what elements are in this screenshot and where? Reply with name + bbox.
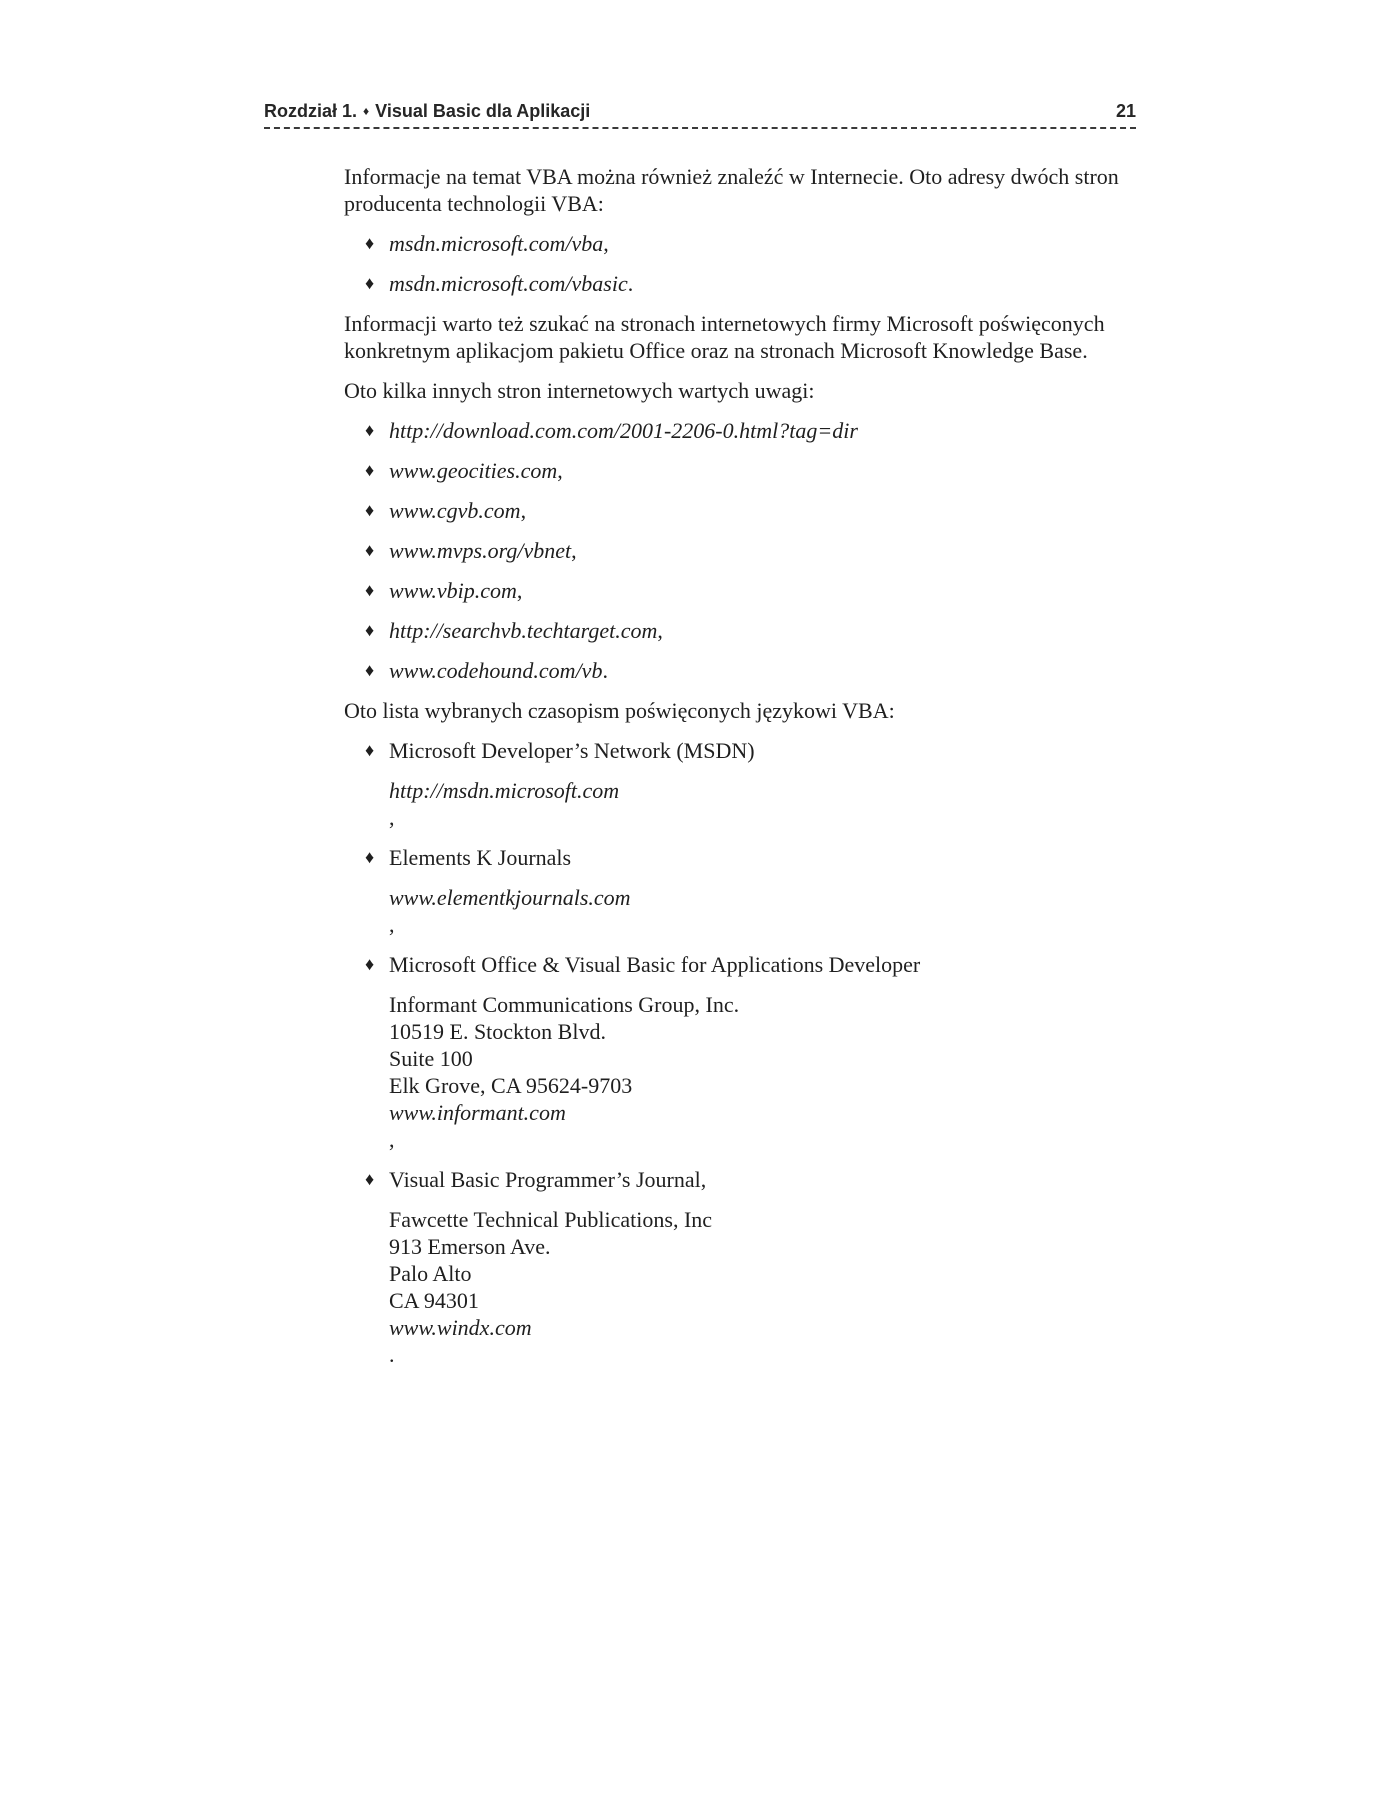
diamond-separator-icon: ♦ [363,104,370,118]
magazines-paragraph: Oto lista wybranych czasopism poświęconych językowi VBA: [344,698,895,723]
list-item [344,737,1144,764]
list-item [344,497,1144,524]
list-item [344,270,1144,297]
punctuation: , [571,538,577,563]
address-line: Suite 100 [389,1046,473,1071]
punctuation: . [602,658,608,683]
diamond-bullet-icon: ♦ [365,740,375,760]
link[interactable]: www.informant.com [389,1100,566,1125]
other-sites-paragraph: Oto kilka innych stron internetowych wartych uwagi: [344,378,815,403]
magazines-list [344,737,1144,1368]
punctuation: , [557,458,563,483]
intro-paragraph: Informacje na temat VBA można również znaleźć w Internecie. Oto adresy dwóch stron producenta technologii VBA: [344,164,1119,216]
other-links-list [344,417,1144,684]
magazine-entry [344,844,1144,871]
link[interactable]: www.vbip.com [389,578,517,603]
link[interactable]: http://msdn.microsoft.com [389,778,620,803]
diamond-bullet-icon: ♦ [365,233,375,253]
diamond-bullet-icon: ♦ [365,420,375,440]
diamond-bullet-icon: ♦ [365,540,375,560]
magazine-details [344,991,1144,1153]
link[interactable]: www.cgvb.com [389,498,521,523]
vba-links-list [344,230,1144,297]
list-item [344,617,1144,644]
magazine-entry [344,737,1144,764]
address-line: 913 Emerson Ave. [389,1234,551,1259]
list-item [344,951,1144,978]
punctuation: , [389,1127,395,1152]
address-line: 10519 E. Stockton Blvd. [389,1019,606,1044]
diamond-bullet-icon: ♦ [365,1169,375,1189]
magazine-url-line [389,884,1144,938]
magazine-url-line [389,1099,1144,1153]
link[interactable]: www.mvps.org/vbnet [389,538,572,563]
list-item [344,417,1144,444]
header-left [264,101,590,122]
punctuation: , [603,231,609,256]
address-line: CA 94301 [389,1288,479,1313]
diamond-bullet-icon: ♦ [365,460,375,480]
page-number: 21 [1115,101,1136,121]
list-item [344,1166,1144,1193]
magazine-url-line [389,1314,1144,1368]
diamond-bullet-icon: ♦ [365,847,375,867]
magazine-name: Elements K Journals [389,845,572,870]
magazine-details [344,777,1144,831]
punctuation: , [389,805,395,830]
magazine-entry [344,1166,1144,1193]
address-line: Informant Communications Group, Inc. [389,992,740,1017]
list-item [344,657,1144,684]
punctuation: . [389,1342,395,1367]
magazine-name: Visual Basic Programmer’s Journal, [389,1167,707,1192]
punctuation: , [389,912,395,937]
magazine-name: Microsoft Office & Visual Basic for Applications Developer [389,952,921,977]
magazine-entry [344,951,1144,978]
chapter-title: Visual Basic dla Aplikacji [375,101,591,121]
list-item [344,230,1144,257]
list-item [344,577,1144,604]
link[interactable]: www.elementkjournals.com [389,885,631,910]
address-line: Fawcette Technical Publications, Inc [389,1207,713,1232]
diamond-bullet-icon: ♦ [365,500,375,520]
page-body [344,163,1144,1381]
link[interactable]: www.codehound.com/vb [389,658,603,683]
punctuation: , [516,578,523,603]
diamond-bullet-icon: ♦ [365,580,375,600]
microsoft-paragraph: Informacji warto też szukać na stronach internetowych firmy Microsoft poświęconych konkretnym aplikacjom pakietu Office oraz na stronach Microsoft Knowledge Base. [344,311,1105,363]
list-item [344,457,1144,484]
link[interactable]: www.geocities.com [389,458,558,483]
link[interactable]: http://download.com.com/2001-2206-0.html?tag=dir [389,418,858,443]
running-header [264,97,1136,129]
magazine-url-line [389,777,1144,831]
punctuation: , [657,618,663,643]
list-item [344,537,1144,564]
diamond-bullet-icon: ♦ [365,273,375,293]
diamond-bullet-icon: ♦ [365,660,375,680]
chapter-label: Rozdział 1. [264,101,358,121]
link[interactable]: msdn.microsoft.com/vbasic [389,271,628,296]
address-line: Elk Grove, CA 95624-9703 [389,1073,633,1098]
list-item [344,844,1144,871]
diamond-bullet-icon: ♦ [365,954,375,974]
punctuation: . [627,271,634,296]
magazine-name: Microsoft Developer’s Network (MSDN) [389,738,755,763]
magazine-details [344,884,1144,938]
magazine-details [344,1206,1144,1368]
link[interactable]: www.windx.com [389,1315,532,1340]
address-line: Palo Alto [389,1261,472,1286]
punctuation: , [520,498,527,523]
diamond-bullet-icon: ♦ [365,620,375,640]
link[interactable]: http://searchvb.techtarget.com [389,618,658,643]
link[interactable]: msdn.microsoft.com/vba [389,231,604,256]
